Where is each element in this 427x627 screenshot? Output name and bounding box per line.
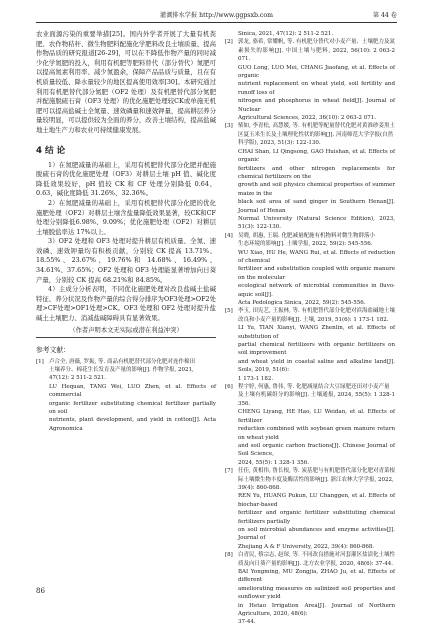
- reference-line: CHAI Shan, LI Qingsong, GAO Huishan, et al. Effects of organic: [238, 148, 395, 164]
- reference-line: GUO Long, LUO Mei, CHANG Jiaofang, et al. Effects of organic: [238, 64, 395, 80]
- reference-line: fertilizer and organic fertilizer substituting chemical fertilizers partially: [238, 510, 395, 525]
- reference-line: black soil area of sand ginger in Southern Henan[J]. Journal of Henan: [238, 199, 395, 214]
- reference-line: 科学版), 2023, 51(3): 122-130.: [238, 140, 321, 147]
- reference-text: [238, 122, 395, 231]
- conclusion-1: 1）在氮肥减量的基础上，采用有机肥替代部分化肥并配施脱硫石膏的优化施肥处理（OF3）对耕层土壤 pH 值、碱化度降低效果较好，pH 值较 CK 和 CF 处理分别降低 0.64、0.63，碱化度降低 31.26%、32.36%。: [36, 160, 216, 198]
- reference-line: 1 173-1 182.: [238, 375, 274, 382]
- reference-item: [225, 30, 395, 38]
- reference-line: reduction combined with soybean green manure return on wheat yield: [238, 426, 395, 441]
- reference-item: [225, 232, 395, 308]
- reference-line: in Hetao Irrigation Area[J]. Journal of Northern Agriculture, 2020, 48(6):: [238, 602, 395, 618]
- reference-line: 39(4): 860-868.: [238, 484, 281, 491]
- reference-line: growth and soil physico chemical properties of summer maize in the: [238, 182, 395, 197]
- reference-line: fertilizer and substitution coupled with organic manure on the molecular: [238, 266, 395, 281]
- reference-line: fertilizers and other nitrogen replacements for chemical fertilizers on the: [238, 165, 395, 180]
- reference-line: 改良和小麦产量的影响[J]. 土壤, 2019, 51(6): 1 173-1 182.: [238, 316, 389, 323]
- reference-number: [8]: [225, 552, 233, 559]
- reference-line: 李玉, 田宪艺, 王振林, 等. 有机肥替代部分化肥对滨海盐碱地土壤: [238, 308, 395, 315]
- reference-line: partial chemical fertilizers with organic fertilizers on soil improvement: [238, 342, 395, 357]
- reference-item: [225, 383, 395, 467]
- reference-line: REN Yu, HUANG Pukun, LU Changgen, et al. Effects of biochar-based: [238, 493, 395, 508]
- reference-line: and soil organic carbon fractions[J]. Chinese Journal of Soil Science,: [238, 442, 395, 458]
- page-header: [36, 10, 397, 23]
- reference-item: [225, 307, 395, 383]
- reference-line: 土壤养分、棉花生长发育及产量的影响[J]. 作物学报, 2021,: [49, 367, 194, 374]
- reference-text: [238, 551, 395, 627]
- reference-line: 白青民, 蔡宗志, 赵琛, 等. 不同改良措施对河套灌区盐渍化土壤性: [238, 552, 395, 559]
- reference-line: nitrogen and phosphorus in wheat field[J]. Journal of Nuclear: [238, 98, 395, 113]
- reference-line: and wheat yield in coastal saline and alkaline land[J]. Soils, 2019, 51(6):: [238, 358, 395, 374]
- reference-number: [6]: [225, 384, 233, 391]
- reference-item: [36, 358, 216, 434]
- reference-number: [4]: [225, 232, 233, 239]
- reference-text: [238, 307, 395, 383]
- reference-line: 柴如, 李青松, 高慧媛, 等. 有机肥等配量替代化肥对黄淮砂姜黑土: [238, 123, 395, 130]
- reference-line: Acta Pedologica Sinica, 2022, 59(2): 545-556.: [238, 300, 366, 306]
- conclusion-4: 4）主成分分析表明，不同优化施肥处理对改良盐碱土盐碱特征、养分状况及作物产量的综合得分排序为OF3处理>OF2处理>CF处理>OF1处理>CK。OF3 处理和 OF2 处理对提升盐碱土土壤肥力、消减盐碱障碍具有显著效果。: [36, 285, 216, 323]
- reference-line: ecological network of microbial communities in fluvo-aquic soil[J].: [238, 283, 395, 298]
- page-number: 86: [36, 587, 45, 595]
- reference-line: 卢合全, 唐薇, 罗振, 等. 商品有机肥替代部分化肥对连作棉田: [49, 358, 195, 365]
- reference-line: WU Xiao, HU He, WANG Rui, et al. Effects of reduction of chemical: [238, 249, 395, 264]
- reference-item: [225, 122, 395, 231]
- reference-line: nutrient replacement on wheat yield, soil fertility and runoff loss of: [238, 81, 395, 96]
- references-title: 参考文献：: [36, 345, 70, 354]
- right-column: [225, 30, 395, 626]
- reference-line: 47(12): 2 511-2 521.: [49, 375, 106, 382]
- left-column: [36, 30, 216, 581]
- reference-number: [3]: [225, 123, 233, 130]
- reference-line: 区夏玉米生长及土壤理化性状的影响[J]. 河南师范大学学报(自然: [238, 131, 394, 138]
- reference-line: 37-44.: [238, 619, 256, 626]
- references-rule: [36, 337, 216, 338]
- journal-name: 灌溉排水学报 http://www.ggpsxb.com: [160, 12, 273, 19]
- reference-line: 任佳, 黄相伟, 鲁长根, 等. 炭基肥与有机肥替代部分化肥对青菜根: [238, 468, 395, 475]
- reference-line: ameliorating measures on salinized soil properties and sunflower yield: [238, 585, 395, 601]
- reference-line: Agricultural Sciences, 2022, 36(10): 2 063-2 071.: [238, 115, 376, 122]
- reference-text: [238, 30, 395, 38]
- reference-text: [238, 383, 395, 467]
- reference-line: 生态环境的影响[J]. 土壤学报, 2022, 59(2): 545-556.: [238, 241, 373, 248]
- reference-line: 及土壤有机碳组分的影响[J]. 土壤通报, 2024, 55(5): 1 328-1 356.: [238, 392, 395, 407]
- reference-line: 郭龙, 骆希, 常耀帆, 等. 有机肥分替代对小麦产量、土壤肥力及氮: [238, 39, 395, 46]
- reference-item: [225, 467, 395, 551]
- reference-line: 质及向日葵产量的影响[J]. 北方农业学报, 2020, 48(6): 37-44.: [238, 560, 393, 567]
- reference-item: [225, 38, 395, 122]
- conflict-note: （作者声明本文无实际或潜在利益冲突）: [69, 326, 183, 334]
- reference-number: [5]: [225, 308, 233, 315]
- reference-line: nutrients, plant development, and yield in cotton[J]. Acta Agronomica: [49, 417, 216, 432]
- reference-item: [225, 551, 395, 627]
- reference-line: Normal University (Natural Science Edition), 2023, 51(3): 122-130.: [238, 215, 395, 231]
- reference-number: [2]: [225, 39, 233, 46]
- reference-number: [7]: [225, 468, 233, 475]
- reference-line: BAI Yongming, MU Zongjia, ZHAO Ju, et al. Effects of different: [238, 569, 395, 584]
- conclusion-3: 3）OF2 处理和 OF3 处理对提升耕层有机质量、全氮、速效磷、速效钾量均有积极贡献，分别较 CK 提高 13.71%、18.55%、23.67%、19.76%和 14.68%、16.49%、34.61%、37.65%；OF2 处理和 OF3 处理能显著增加向日葵产量，分别较 CK 提高 68.21%和 84.85%。: [36, 237, 216, 284]
- reference-line: 程宇婷, 何惠, 鲁伟, 等. 化肥减量结合大豆绿肥还田对小麦产量: [238, 384, 390, 391]
- reference-text: [238, 38, 395, 122]
- reference-line: 际土壤微生物丰度及酶活性的影响[J]. 浙江农林大学学报, 2022,: [238, 476, 394, 483]
- reference-line: Zhejiang A & F University, 2022, 39(4): 860-868.: [238, 543, 375, 550]
- reference-number: [1]: [36, 358, 44, 365]
- reference-line: organic fertilizer substituting chemical fertilizer partially on soil: [49, 400, 216, 416]
- reference-text: [238, 232, 395, 308]
- reference-line: 2024, 55(5): 1 328-1 356.: [238, 459, 309, 466]
- volume-label: 第 44 卷: [372, 12, 397, 19]
- reference-number: [225, 30, 238, 38]
- reference-line: on soil microbial abundances and enzyme activities[J]. Journal of: [238, 526, 395, 542]
- reference-line: Sinica, 2021, 47(12): 2 511-2 521.: [238, 31, 334, 37]
- intro-paragraph: 农业面源污染的重要举措[25]。国内外学者开展了大量有机粪肥、农作物秸秆、微生物肥料配施化学肥料改良土壤质量、提高作物品质的研究报道[26-29]，可以在不降低作物产量的同时减少化学氮肥的投入，利用有机肥等肥料替代（部分替代）氮肥可以提高氮素利用率、减少氮盈余，保障产品品质与质量，且在有机质量较低、降水量较少的地区提高使用效率[30]。本研究通过利用有机肥替代部分氮肥（OF2 处理）及有机肥替代部分氮肥并配施脱硫石膏（OF3 处理）的优化施肥处理较CK或单施无机肥可以提高盐碱土全氮量、速效磷量和速效钾量，提高耕层养分量较明显，可以提供较为全面的养分，改善土壤结构，提高盐碱地土地生产力和农业可持续健康发展。: [36, 30, 216, 134]
- reference-line: 素损失的影响[J]. 中国土壤与肥料, 2022, 56(10): 2 063-2 071.: [238, 47, 395, 63]
- reference-line: CHENG Liyang, HE Hao, LU Weidan, et al. Effects of fertilizer: [238, 409, 395, 424]
- reference-line: 吴晓, 胡惠, 王瑞. 化肥减量配施有机物料对微生物群落小: [238, 232, 375, 239]
- conclusion-2: 2）在氮肥减量的基础上，采用有机肥替代部分化肥的优化施肥处理（OF2）对耕层土壤含盐量降低效果显著，较CK和CF处理分别降低6.98%、9.09%；优化施肥处理（OF2）对耕层土壤脱盐率达 17%以上。: [36, 198, 216, 236]
- section-title: 4 结 论: [36, 145, 66, 156]
- reference-list: [225, 30, 395, 627]
- reference-line: LI Yu, TIAN Xianyi, WANG Zhenlin, et al. Effects of substitution of: [238, 325, 395, 340]
- reference-text: [238, 467, 395, 551]
- reference-line: LU Hequan, TANG Wei, LUO Zhen, et al. Effects of commercial: [49, 383, 216, 399]
- reference-text: [49, 358, 216, 434]
